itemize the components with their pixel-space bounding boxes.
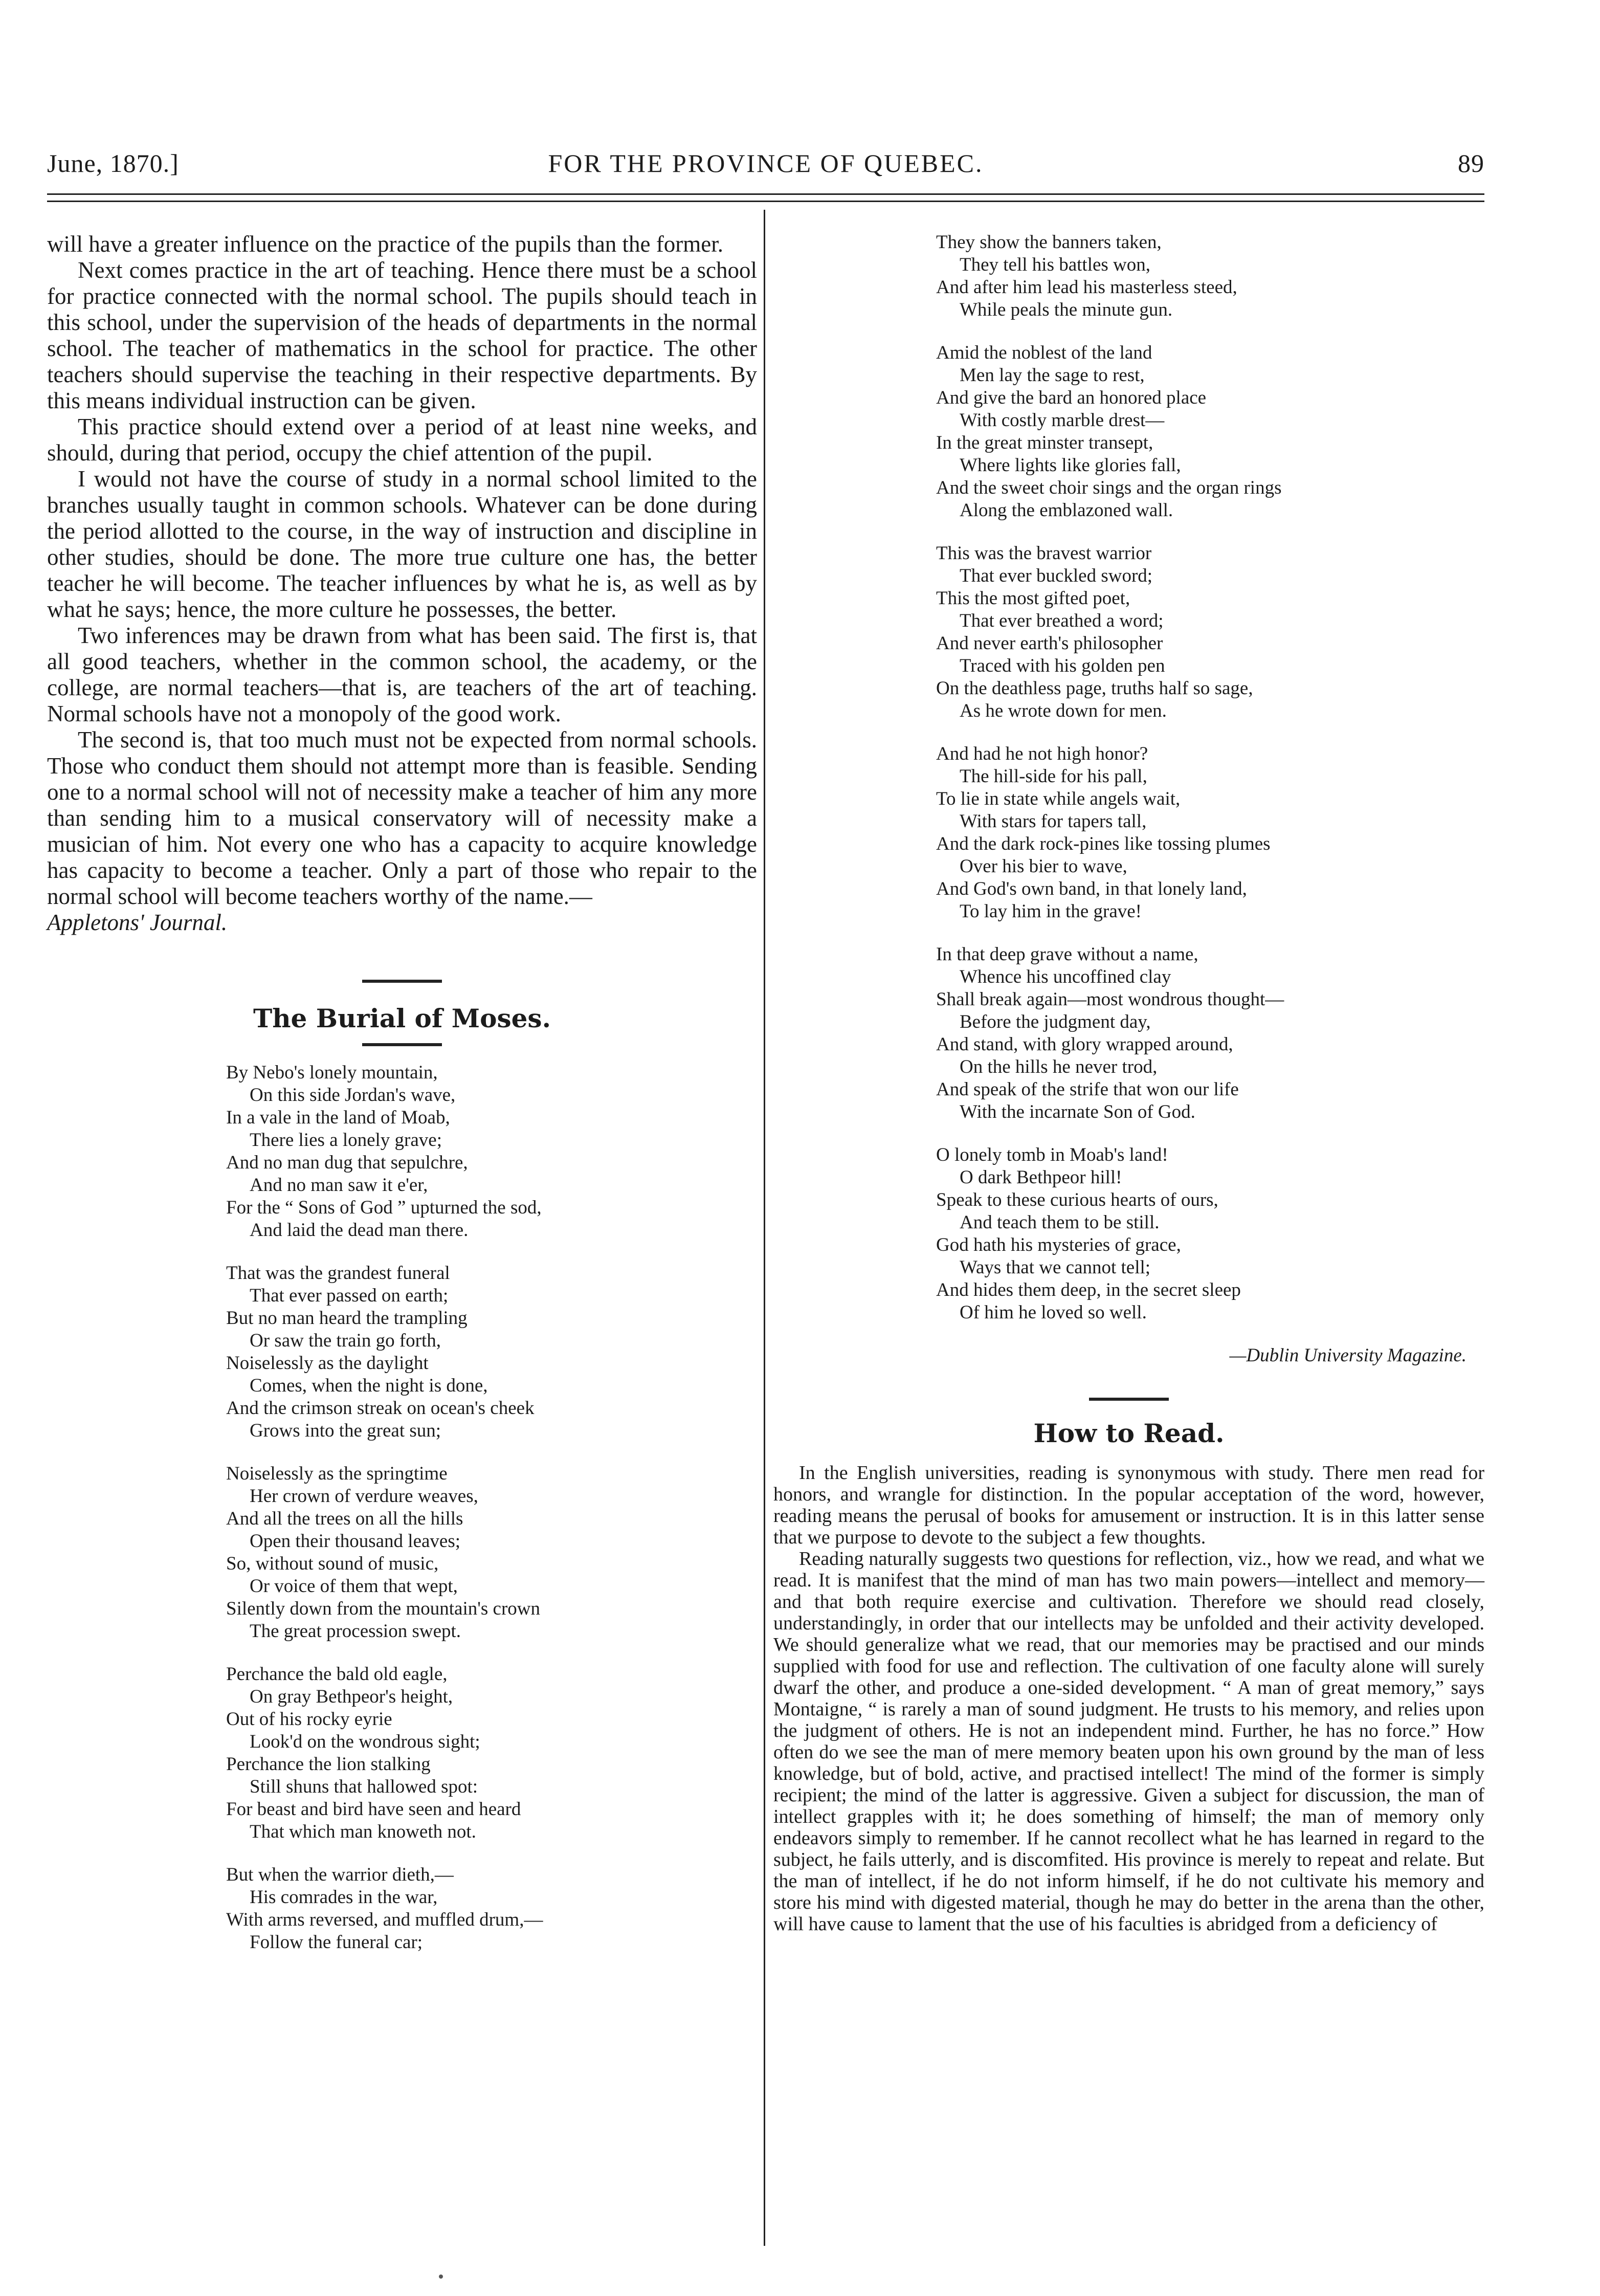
article-source: Appletons' Journal. — [47, 910, 228, 935]
poem-line: With arms reversed, and muffled drum,— — [226, 1909, 543, 1930]
poem-line: Perchance the lion stalking — [226, 1754, 431, 1775]
header-rule-bottom — [47, 201, 1484, 202]
article-paragraph: This practice should extend over a period of at least nine weeks, and should, during that period, occupy the chief attention of the pupil. — [47, 414, 757, 466]
poem-line: That which man knoweth not. — [250, 1821, 476, 1842]
poem-line: And no man saw it e'er, — [250, 1175, 428, 1196]
poem-line: On the hills he never trod, — [960, 1056, 1158, 1077]
poem-line: Of him he loved so well. — [960, 1302, 1147, 1323]
header-rule-top — [47, 193, 1484, 195]
poem-line: By Nebo's lonely mountain, — [226, 1062, 438, 1083]
article-paragraph: I would not have the course of study in a normal school limited to the branches usually taught in common schools. Whatever can be done during the period allotted to the course, in the way of instruction and discipline in other studies, should be done. The more true culture one has, the better teacher he will become. The teacher influences by what he is, as well as by what he says; hence, the more culture he possesses, the better. — [47, 466, 757, 622]
poem-line: O lonely tomb in Moab's land! — [936, 1144, 1168, 1165]
how-to-read-title: How to Read. — [1033, 1418, 1225, 1448]
poem-line: Along the emblazoned wall. — [960, 500, 1173, 521]
poem-left-part — [47, 1062, 757, 1954]
poem-line: Noiselessly as the daylight — [226, 1353, 429, 1374]
poem-stanza — [226, 1864, 757, 1954]
poem-line: Silently down from the mountain's crown — [226, 1598, 541, 1619]
poem-line: Traced with his golden pen — [960, 655, 1165, 676]
poem-line: And all the trees on all the hills — [226, 1508, 463, 1529]
print-speck — [439, 2275, 443, 2279]
poem-line: Or voice of them that wept, — [250, 1576, 458, 1597]
poem-line: Perchance the bald old eagle, — [226, 1664, 448, 1685]
poem-line: And hides them deep, in the secret sleep — [936, 1279, 1241, 1300]
poem-line: But no man heard the trampling — [226, 1308, 468, 1329]
poem-line: They show the banners taken, — [936, 232, 1162, 253]
poem-attribution: —Dublin University Magazine. — [1229, 1345, 1466, 1366]
poem-line: This the most gifted poet, — [936, 588, 1130, 609]
poem-line: But when the warrior dieth,— — [226, 1864, 454, 1885]
poem-line: Still shuns that hallowed spot: — [250, 1776, 478, 1797]
poem-line: And the sweet choir sings and the organ rings — [936, 477, 1282, 498]
poem-line: And speak of the strife that won our life — [936, 1079, 1239, 1100]
poem-line: And the crimson streak on ocean's cheek — [226, 1398, 535, 1419]
poem-line: To lie in state while angels wait, — [936, 788, 1181, 809]
normal-school-article — [47, 231, 757, 936]
poem-line: That was the grandest funeral — [226, 1263, 450, 1284]
poem-stanza — [226, 1663, 757, 1843]
poem-line: In that deep grave without a name, — [936, 944, 1198, 965]
poem-line: Out of his rocky eyrie — [226, 1709, 392, 1730]
poem-line: With stars for tapers tall, — [960, 811, 1147, 832]
article-paragraph: The second is, that too much must not be expected from normal schools. Those who conduct them should not attempt more than is feasible. Sending one to a normal school will not of necessity make a teacher of him any more than sending him to a musical conservatory will of necessity make a musician of him. Not every one who has a capacity to acquire knowledge has capacity to become a teacher. Only a part of those who repair to the normal school will become teachers worthy of the name.— — [47, 727, 757, 909]
poem-line: His comrades in the war, — [250, 1887, 438, 1908]
poem-line: To lay him in the grave! — [960, 901, 1142, 922]
poem-stanza — [936, 1144, 1484, 1324]
poem-line: The great procession swept. — [250, 1621, 461, 1642]
poem-line: Ways that we cannot tell; — [960, 1257, 1151, 1278]
poem-line: On gray Bethpeor's height, — [250, 1686, 453, 1707]
poem-line: As he wrote down for men. — [960, 700, 1167, 721]
article-paragraph: Next comes practice in the art of teaching. Hence there must be a school for practice connected with the normal school. The pupils should teach in this school, under the supervision of the heads of departments in the normal school. The teacher of mathematics in the school for practice. The other teachers should supervise the teaching in their respective departments. By this means individual instruction can be given. — [47, 257, 757, 413]
poem-stanza — [936, 943, 1484, 1123]
poem-line: For beast and bird have seen and heard — [226, 1799, 521, 1820]
poem-line: There lies a lonely grave; — [250, 1130, 442, 1151]
poem-line: Comes, when the night is done, — [250, 1375, 488, 1396]
poem-line: Her crown of verdure weaves, — [250, 1486, 478, 1507]
poem-stanza — [226, 1062, 757, 1242]
poem-line: On the deathless page, truths half so sage, — [936, 678, 1253, 699]
article-paragraph: Two inferences may be drawn from what has been said. The first is, that all good teachers, whether in the common school, the academy, or the college, are normal teachers—that is, are teachers of the art of teaching. Normal schools have not a monopoly of the good work. — [47, 623, 757, 726]
poem-line: That ever passed on earth; — [250, 1285, 449, 1306]
poem-line: Whence his uncoffined clay — [960, 966, 1171, 987]
poem-line: And had he not high honor? — [936, 743, 1148, 764]
poem-line: And God's own band, in that lonely land, — [936, 878, 1247, 899]
page-number: 89 — [1458, 149, 1484, 178]
poem-line: Where lights like glories fall, — [960, 455, 1181, 476]
poem-stanza — [936, 231, 1484, 321]
poem-line: That ever buckled sword; — [960, 565, 1153, 586]
poem-stanza — [226, 1463, 757, 1643]
poem-line: Follow the funeral car; — [250, 1932, 423, 1953]
poem-line: So, without sound of music, — [226, 1553, 439, 1574]
poem-line: With the incarnate Son of God. — [960, 1101, 1195, 1122]
poem-right-part — [773, 231, 1484, 1324]
poem-line: And never earth's philosopher — [936, 633, 1163, 654]
poem-line: Look'd on the wondrous sight; — [250, 1731, 480, 1752]
poem-line: O dark Bethpeor hill! — [960, 1167, 1122, 1188]
poem-line: They tell his battles won, — [960, 254, 1151, 275]
poem-stanza — [226, 1262, 757, 1442]
poem-stanza — [936, 342, 1484, 522]
poem-line: And no man dug that sepulchre, — [226, 1152, 468, 1173]
poem-line: With costly marble drest— — [960, 410, 1165, 431]
right-column — [773, 231, 1484, 1935]
article-paragraph: In the English universities, reading is synonymous with study. There men read for honors, and wrangle for distinction. In the popular acceptation of the word, however, reading means the perusal of books for amusement or instruction. It is in this latter sense that we purpose to devote to the subject a few thoughts. — [773, 1462, 1484, 1548]
poem-line: And after him lead his masterless steed, — [936, 277, 1237, 298]
column-divider — [764, 210, 765, 2246]
poem-title: The Burial of Moses. — [253, 1003, 551, 1033]
how-to-read-article — [773, 1462, 1484, 1935]
poem-line: Men lay the sage to rest, — [960, 365, 1145, 386]
poem-line: And laid the dead man there. — [250, 1220, 469, 1241]
running-header — [47, 148, 1484, 184]
poem-line: On this side Jordan's wave, — [250, 1085, 456, 1106]
poem-line: Speak to these curious hearts of ours, — [936, 1189, 1218, 1210]
poem-line: Before the judgment day, — [960, 1011, 1151, 1032]
poem-line: Open their thousand leaves; — [250, 1531, 461, 1552]
poem-line: Grows into the great sun; — [250, 1420, 441, 1441]
poem-line: While peals the minute gun. — [960, 299, 1173, 320]
poem-line: Shall break again—most wondrous thought— — [936, 989, 1284, 1010]
poem-line: Or saw the train go forth, — [250, 1330, 441, 1351]
poem-line: And stand, with glory wrapped around, — [936, 1034, 1233, 1055]
poem-stanza — [936, 743, 1484, 923]
poem-line: Amid the noblest of the land — [936, 342, 1152, 363]
poem-line: And teach them to be still. — [960, 1212, 1160, 1233]
poem-line: That ever breathed a word; — [960, 610, 1164, 631]
poem-line: In a vale in the land of Moab, — [226, 1107, 450, 1128]
poem-line: This was the bravest warrior — [936, 543, 1152, 564]
poem-line: Noiselessly as the springtime — [226, 1463, 448, 1484]
poem-line: And give the bard an honored place — [936, 387, 1207, 408]
poem-line: In the great minster transept, — [936, 432, 1153, 453]
article-paragraph: will have a greater influence on the practice of the pupils than the former. — [47, 231, 723, 257]
article-paragraph: Reading naturally suggests two questions for reflection, viz., how we read, and what we read. It is manifest that the mind of man has two main powers—intellect and memory—and that both require exercise and cultivation. Therefore we should read closely, understandingly, in order that our intellects may be unfolded and their activity developed. We should generalize what we read, that our memories may be practised and our minds supplied with food for use and reflection. The cultivation of one faculty alone will surely dwarf the other, and produce a one-sided development. “ A man of great memory,” says Montaigne, “ is rarely a man of sound judgment. He trusts to his memory, and relies upon the judgment of others. He is not an independent mind. Further, he has no force.” How often do we see the man of mere memory beaten upon his own ground by the man of less knowledge, but of bold, active, and practised intellect! The mind of the former is simply recipient; the mind of the latter is aggressive. Given a subject for discussion, the man of intellect grapples with it; he does something of himself; the man of memory only endeavors simply to remember. If he cannot recollect what he has learned in regard to the subject, he fails utterly, and is discomfited. His province is merely to repeat and relate. But the man of intellect, if he do not inform himself, if he do not cultivate his memory and store his mind with digested material, though he may do better in the arena than the other, will have cause to lament that the use of his faculties is abridged from a deficiency of — [773, 1548, 1484, 1935]
poem-line: And the dark rock-pines like tossing plumes — [936, 833, 1271, 854]
poem-line: Over his bier to wave, — [960, 856, 1127, 877]
poem-stanza — [936, 542, 1484, 722]
issue-date: June, 1870.] — [47, 149, 179, 178]
left-column — [47, 231, 757, 1974]
poem-line: The hill-side for his pall, — [960, 766, 1147, 787]
publication-title: FOR THE PROVINCE OF QUEBEC. — [548, 149, 984, 178]
poem-line: God hath his mysteries of grace, — [936, 1234, 1181, 1255]
poem-line: For the “ Sons of God ” upturned the sod, — [226, 1197, 542, 1218]
